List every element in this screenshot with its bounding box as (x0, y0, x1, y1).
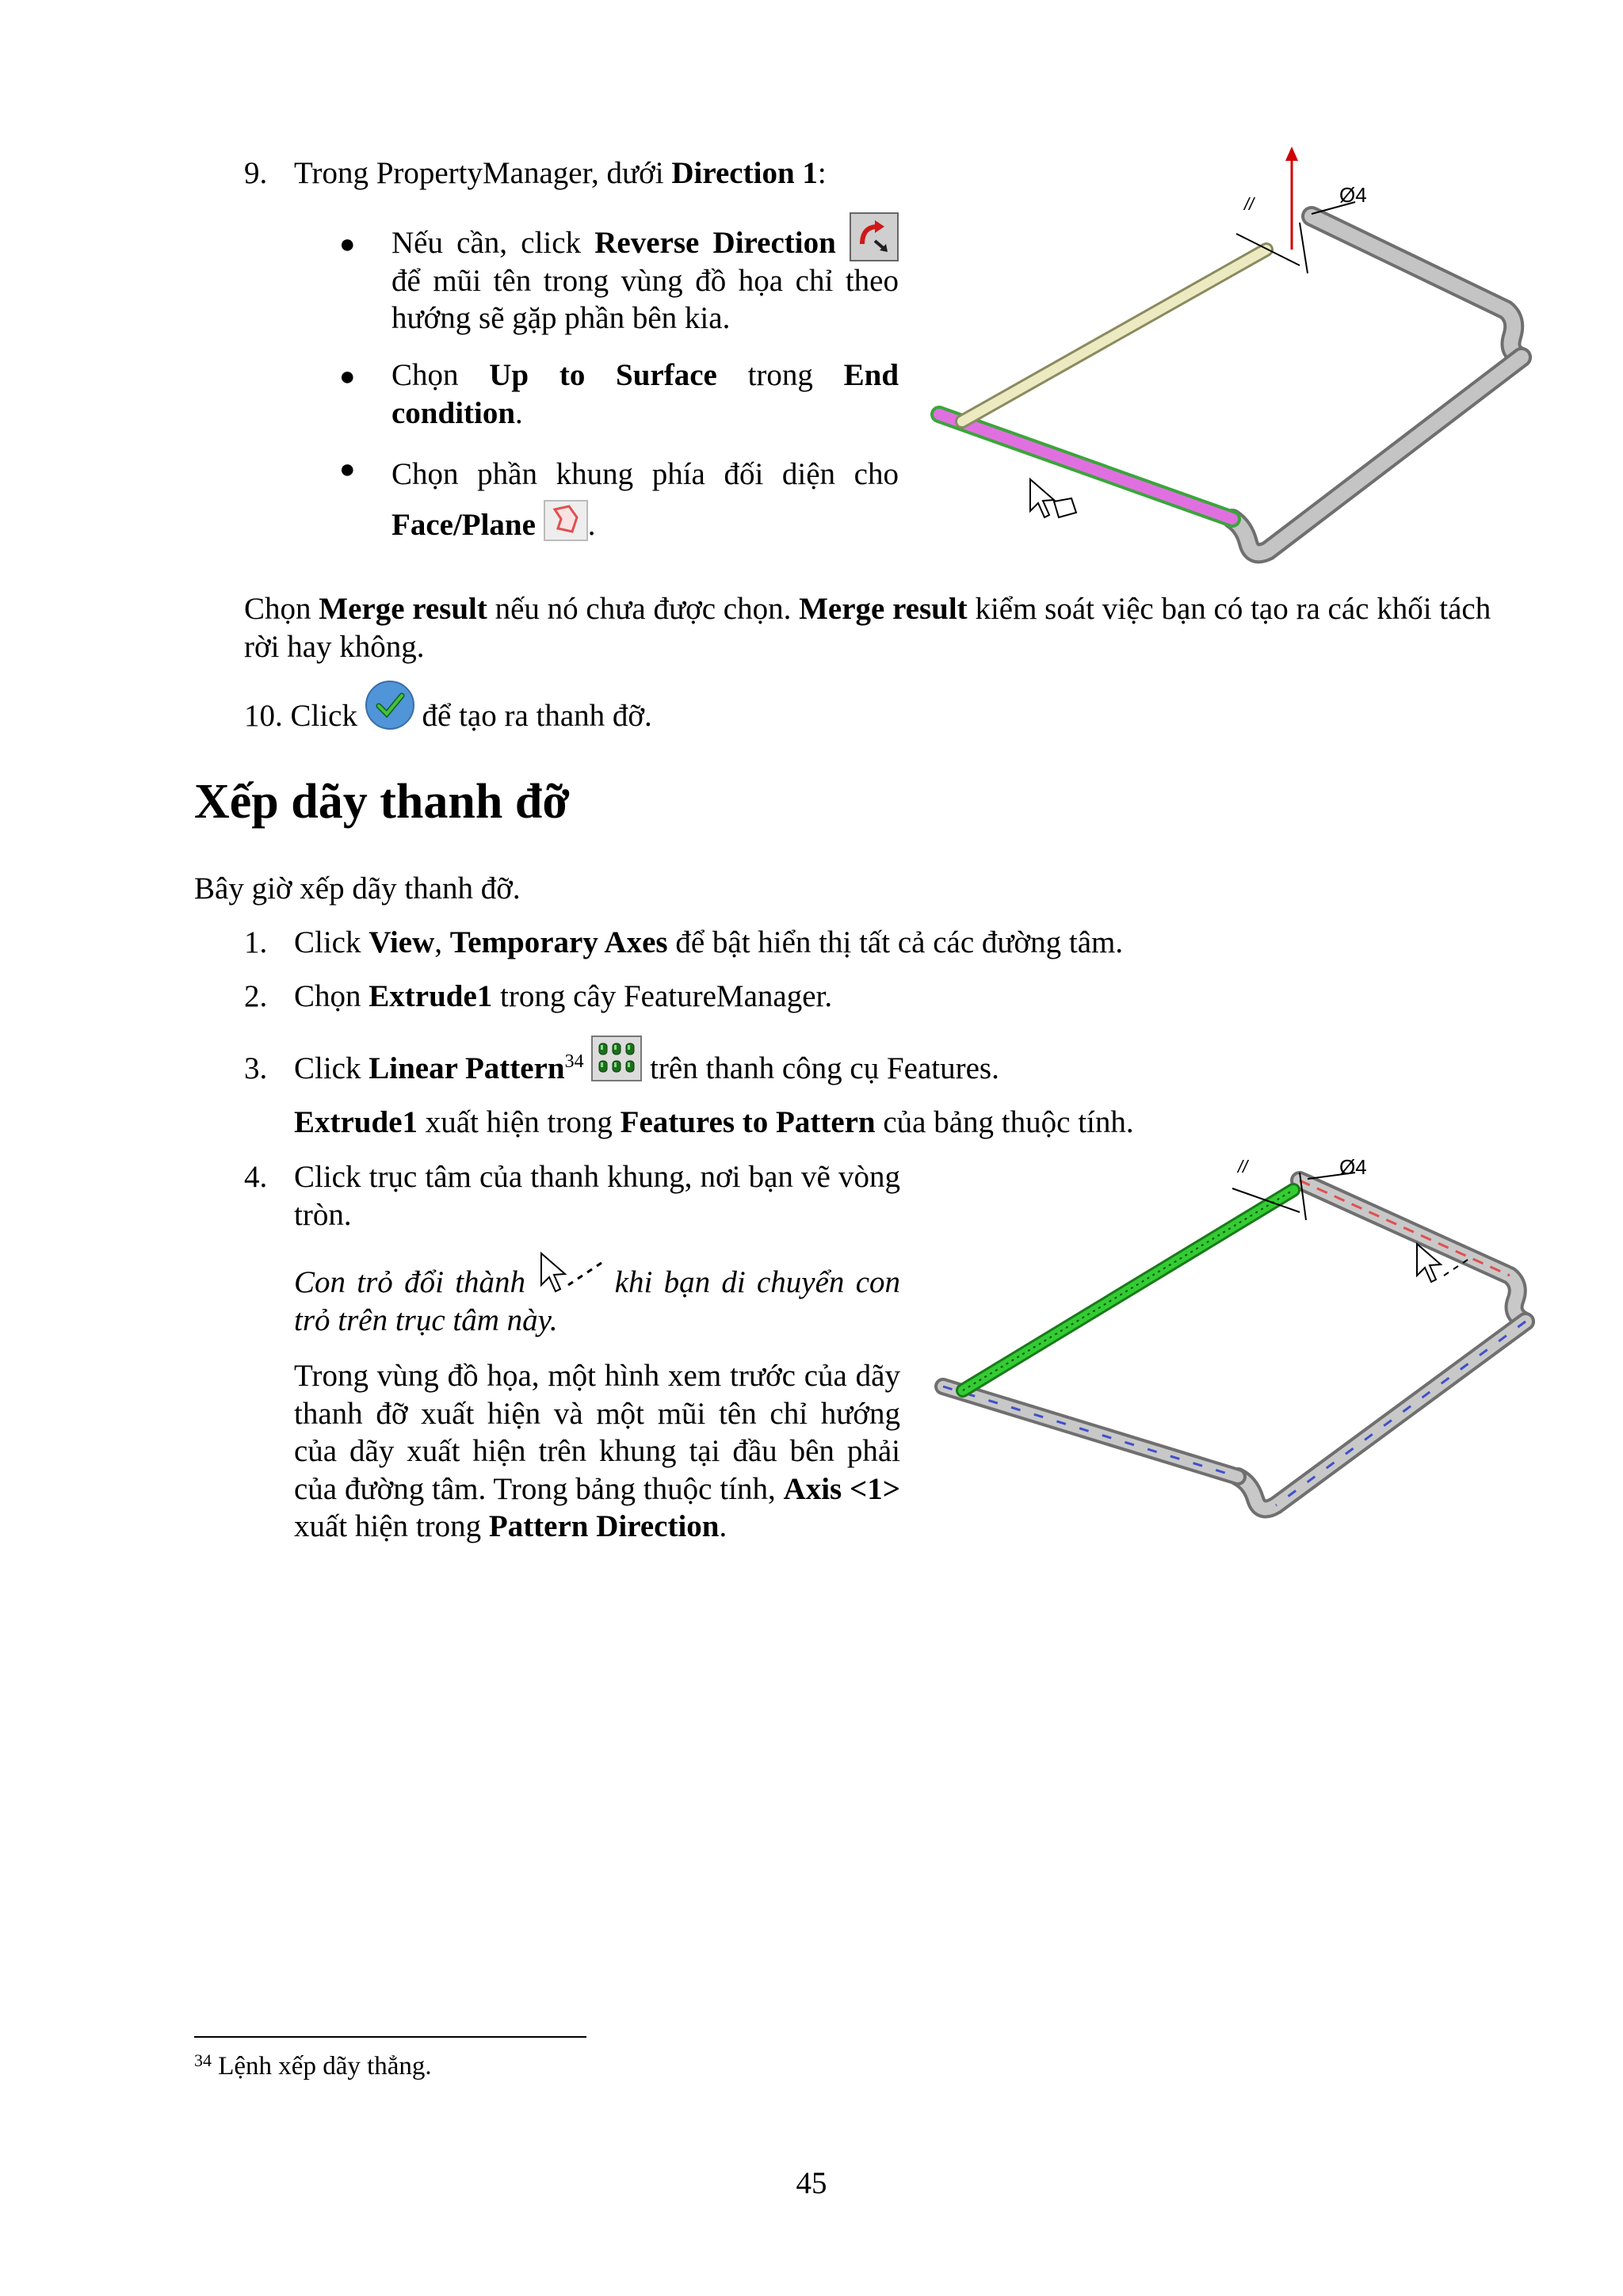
bullet-face-plane: Chọn phần khung phía đối diện cho Face/Plane . (391, 457, 899, 543)
step-9-intro: Trong PropertyManager, dưới Direction 1: (294, 156, 827, 190)
step-2-number: 2. (244, 979, 268, 1013)
section-intro: Bây giờ xếp dãy thanh đỡ. (194, 871, 521, 906)
step-2-text: Chọn Extrude1 trong cây FeatureManager. (294, 979, 833, 1013)
step-1-number: 1. (244, 925, 268, 959)
svg-text:Ø4: Ø4 (1339, 1157, 1367, 1179)
section-title: Xếp dãy thanh đỡ (194, 775, 570, 829)
bullet-2-marker: ● (339, 362, 356, 391)
reverse-direction-icon[interactable] (850, 212, 899, 261)
merge-result-paragraph: Chọn Merge result nếu nó chưa được chọn. Merge result kiểm soát việc bạn có tạo ra các khối tách rời hay không. (244, 592, 1491, 664)
page-number: 45 (796, 2166, 827, 2200)
figure-2-frame-drawing (927, 1157, 1561, 1529)
bullet-3-marker: ● (339, 455, 356, 484)
step-3-text: Click Linear Pattern$^{34}$ trên thanh công cụ Features. (294, 1050, 1522, 1088)
figure-1-frame-drawing (927, 147, 1561, 574)
step-9-number: 9. (244, 156, 268, 190)
step-1-text: Click View, Temporary Axes để bật hiển thị tất cả các đường tâm. (294, 925, 1124, 959)
step-4-preview-paragraph: Trong vùng đồ họa, một hình xem trước của dãy thanh đỡ xuất hiện và một mũi tên chỉ hướng của dãy xuất hiện trên khung tại đầu bên phải của đường tâm. Trong bảng thuộc tính, Axis <1> xuất hiện trong Pattern Direction. (294, 1359, 901, 1544)
step-10: 10. Click để tạo ra thanh đỡ. (244, 697, 1195, 735)
step-4-number: 4. (244, 1160, 268, 1194)
step-4-text: Click trục tâm của thanh khung, nơi bạn vẽ vòng tròn. (294, 1160, 900, 1232)
face-plane-icon[interactable] (544, 500, 588, 541)
linear-pattern-icon[interactable] (591, 1035, 642, 1081)
ok-check-icon[interactable] (365, 681, 414, 730)
footnote: $^{34}$ Lệnh xếp dãy thẳng. (194, 2050, 432, 2081)
svg-text://: // (1244, 194, 1254, 214)
bullet-reverse-direction: Nếu cần, click Reverse Direction để mũi tên trong vùng đồ họa chỉ theo hướng sẽ gặp phần bên kia. (391, 224, 899, 338)
svg-text://: // (1238, 1157, 1248, 1177)
axis-cursor-icon (537, 1250, 603, 1296)
bullet-1-marker: ● (339, 230, 356, 259)
step-4-cursor-note: Con trỏ đổi thành khi bạn di chuyển con trỏ trên trục tâm này. (294, 1264, 900, 1339)
step-3-number: 3. (244, 1051, 268, 1085)
footnote-ref[interactable]: 34 (564, 1051, 584, 1072)
step-3-note: Extrude1 xuất hiện trong Features to Pattern của bảng thuộc tính. (294, 1105, 1134, 1139)
bullet-up-to-surface: Chọn Up to Surface trong End condition. (391, 358, 899, 430)
svg-text:Ø4: Ø4 (1339, 183, 1367, 207)
footnote-rule (194, 2036, 586, 2038)
